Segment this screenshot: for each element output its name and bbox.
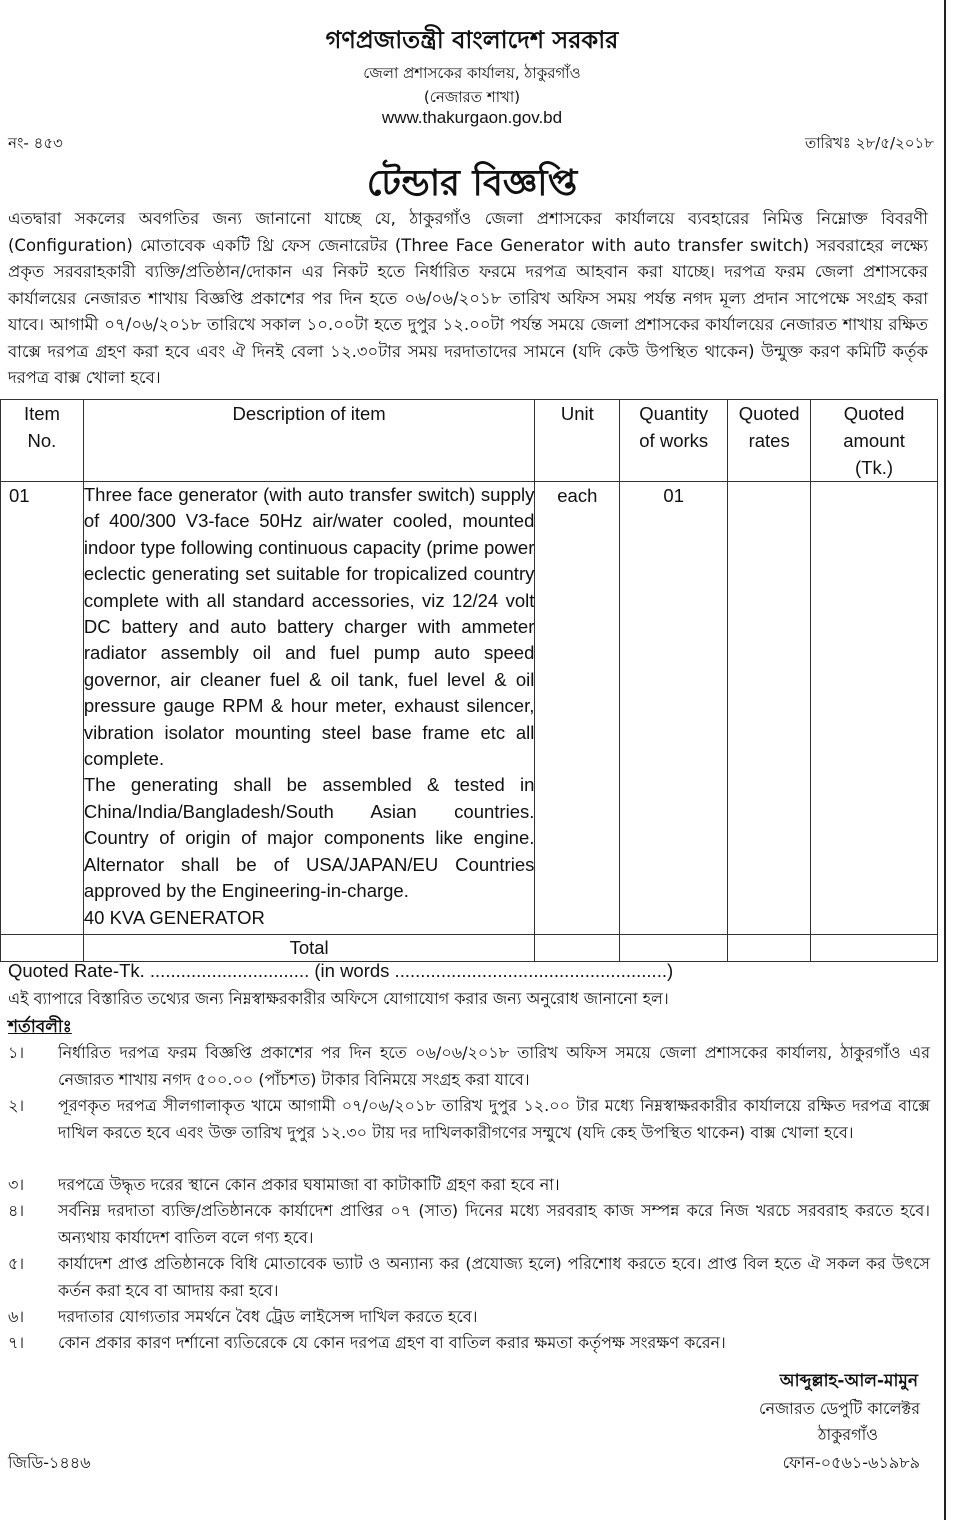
term-text: কার্যাদেশ প্রাপ্ত প্রতিষ্ঠানকে বিধি মোতাবেক ভ্যাট ও অন্যান্য কর (প্রযোজ্য হলে) পরিশোধ করতে হবে। প্রাপ্ত বিল হতে ঐ সকল কর উৎসে কর্তন করা হবে বা আদায় করা হবে। (58, 1254, 930, 1300)
total-empty-cell (1, 935, 84, 962)
cell-quantity: 01 (620, 482, 728, 935)
intro-text: এতদ্বারা সকলের অবগতির জন্য জানানো যাচ্ছে যে, ঠাকুরগাঁও জেলা প্রশাসকের কার্যালয়ে ব্যবহারের নিমিত্ত নিম্নোক্ত বিবরণী (Configuration) মোতাবেক একটি থ্রি ফেস জেনারেটর (Three Face Generator with auto transfer switch) সরবরাহের লক্ষ্যে প্রকৃত সরবরাহকারী ব্যক্তি/প্রতিষ্ঠান/দোকান এর নিকট হতে নির্ধারিত ফরমে দরপত্র আহবান করা যাচ্ছে। দরপত্র ফরম জেলা প্রশাসকের কার্যালয়ের নেজারত শাখায় বিজ্ঞপ্তি প্রকাশের পর দিন হতে ০৬/০৬/২০১৮ তারিখ অফিস সময় পর্যন্ত নগদ মূল্য প্রদান সাপেক্ষে সংগ্রহ করা যাবে। আগামী ০৭/০৬/২০১৮ তারিখে সকাল ১০.০০টা হতে দুপুর ১২.০০টা পর্যন্ত সময়ে জেলা প্রশাসকের কার্যালয়ের নেজারত শাখায় রক্ষিত বাক্সে দরপত্র গ্রহণ করা হবে এবং ঐ দিনই বেলা ১২.৩০টার সময় দরদাতাদের সামনে (যদি কেউ উপস্থিত থাকেন) উন্মুক্ত করণ কমিটি কর্তৃক দরপত্র বাক্স খোলা হবে। (8, 209, 928, 387)
term-number: ২। (8, 1096, 25, 1115)
header-amount-line2: amount (843, 430, 905, 451)
signatory-name: আব্দুল্লাহ-আল-মামুন (779, 1371, 918, 1391)
header-quantity-line1: Quantity (639, 403, 709, 424)
header-quoted-amount (811, 400, 938, 482)
signatory-designation: নেজারত ডেপুটি কালেক্টর (758, 1399, 920, 1418)
office-name: জেলা প্রশাসকের কার্যালয়, ঠাকুরগাঁও (363, 64, 581, 82)
term-text: কোন প্রকার কারণ দর্শানো ব্যতিরেকে যে কোন দরপত্র গ্রহণ বা বাতিল করার ক্ষমতা কর্তৃপক্ষ সংরক্ষণ করেন। (58, 1333, 726, 1352)
government-title: গণপ্রজাতন্ত্রী বাংলাদেশ সরকার (325, 26, 619, 54)
header-quantity-line2: of works (639, 430, 709, 451)
header-amount-line3: (Tk.) (855, 457, 894, 478)
description-part-2: The generating shall be assembled & tested in China/India/Bangladesh/South Asian countries. Country of origin of major components like engine. Alternator shall be of USA/JAPAN/EU Countries approved by the Engineering-in-charge. (83, 774, 535, 902)
signatory-phone: ফোন-০৫৬১-৬১৯৮৯ (782, 1453, 920, 1472)
term-number: ৫। (8, 1254, 25, 1273)
header-unit-label: Unit (560, 403, 594, 424)
notice-date: তারিখঃ ২৮/৫/২০১৮ (804, 134, 934, 152)
total-rate-cell[interactable] (728, 935, 811, 962)
total-qty-cell (620, 935, 728, 962)
notice-title: টেন্ডার বিজ্ঞপ্তি (366, 163, 578, 204)
term-text: দরদাতার যোগ্যতার সমর্থনে বৈধ ট্রেড লাইসেন্স দাখিল করতে হবে। (58, 1307, 478, 1326)
header-amount-line1: Quoted (843, 403, 905, 424)
total-amount-cell[interactable] (811, 935, 938, 962)
term-number: ৬। (8, 1307, 25, 1326)
total-label: Total (83, 935, 535, 962)
gd-number: জিডি-১৪৪৬ (8, 1453, 91, 1472)
header-quoted-rates (728, 400, 811, 482)
term-number: ১। (8, 1043, 25, 1062)
contact-note: এই ব্যাপারে বিস্তারিত তথ্যের জন্য নিম্নস্বাক্ষরকারীর অফিসে যোগাযোগ করার জন্য অনুরোধ জানানো হল। (8, 989, 669, 1008)
header-description (83, 400, 535, 482)
term-number: ৩। (8, 1175, 25, 1194)
header-item-no-line2: No. (27, 430, 57, 451)
signatory-place: ঠাকুরগাঁও (817, 1425, 878, 1444)
description-part-3: 40 KVA GENERATOR (83, 906, 265, 928)
header-item-no-line1: Item (23, 403, 60, 424)
term-text: নির্ধারিত দরপত্র ফরম বিজ্ঞপ্তি প্রকাশের পর দিন হতে ০৬/০৬/২০১৮ তারিখ অফিস সময়ে জেলা প্রশাসকের কার্যালয়, ঠাকুরগাঁও এর নেজারত শাখায় নগদ ৫০০.০০ (পাঁচশত) টাকার বিনিময়ে সংগ্রহ করা যাবে। (58, 1043, 930, 1089)
term-number: ৪। (8, 1201, 25, 1220)
header-description-label: Description of item (232, 403, 386, 424)
header-rates-line2: rates (748, 430, 790, 451)
cell-unit: each (535, 482, 620, 935)
description-part-1: Three face generator (with auto transfer switch) supply of 400/300 V3-face 50Hz air/water cooled, mounted indoor type following continuous capacity (prime power eclectic generating set suitable for tropicalized country complete with all standard accessories, viz 12/24 volt DC battery and auto battery charger with ammeter radiator assembly oil and fuel pump auto speed governor, air cleaner fuel & oil tank, fuel level & oil pressure gauge RPM & hour meter, exhaust silencer, vibration isolator mounting steel base frame etc all complete. (83, 484, 535, 770)
table-row (1, 482, 938, 935)
table-header-row (1, 400, 938, 482)
table-total-row (1, 935, 938, 962)
header-item-no (1, 400, 84, 482)
header-quantity (620, 400, 728, 482)
cell-quoted-amount[interactable] (811, 482, 938, 935)
total-unit-cell (535, 935, 620, 962)
term-text: সর্বনিম্ন দরদাতা ব্যক্তি/প্রতিষ্ঠানকে কার্যাদেশ প্রাপ্তির ০৭ (সাত) দিনের মধ্যে সরবরাহ কাজ সম্পন্ন করে নিজ খরচে সরবরাহ করতে হবে। অন্যথায় কার্যাদেশ বাতিল বলে গণ্য হবে। (58, 1201, 930, 1247)
branch-name: (নেজারত শাখা) (423, 88, 521, 106)
header-rates-line1: Quoted (738, 403, 800, 424)
cell-description (83, 482, 535, 935)
quoted-rate-line: Quoted Rate-Tk. ............................... (in words .....................................................) (8, 960, 674, 981)
tender-table (0, 399, 938, 962)
header-unit (535, 400, 620, 482)
term-text: পূরণকৃত দরপত্র সীলগালাকৃত খামে আগামী ০৭/০৬/২০১৮ তারিখ দুপুর ১২.০০ টার মধ্যে নিম্নস্বাক্ষরকারীর কার্যালয়ে রক্ষিত দরপত্র বাক্সে দাখিল করতে হবে এবং উক্ত তারিখ দুপুর ১২.৩০ টায় দর দাখিলকারীগণের সম্মুখে (যদি কেহ উপস্থিত থাকেন) বাক্স খোলা হবে। (58, 1096, 930, 1142)
intro-paragraph (8, 206, 928, 392)
memo-number: নং- ৪৫৩ (8, 134, 63, 152)
terms-title: শর্তাবলীঃ (8, 1017, 72, 1037)
website-link[interactable]: www.thakurgaon.gov.bd (381, 108, 563, 127)
term-number: ৭। (8, 1333, 25, 1352)
term-text: দরপত্রে উদ্ধৃত দরের স্থানে কোন প্রকার ঘষামাজা বা কাটাকাটি গ্রহণ করা হবে না। (58, 1175, 560, 1194)
cell-quoted-rates[interactable] (728, 482, 811, 935)
cell-item-no: 01 (1, 482, 84, 935)
